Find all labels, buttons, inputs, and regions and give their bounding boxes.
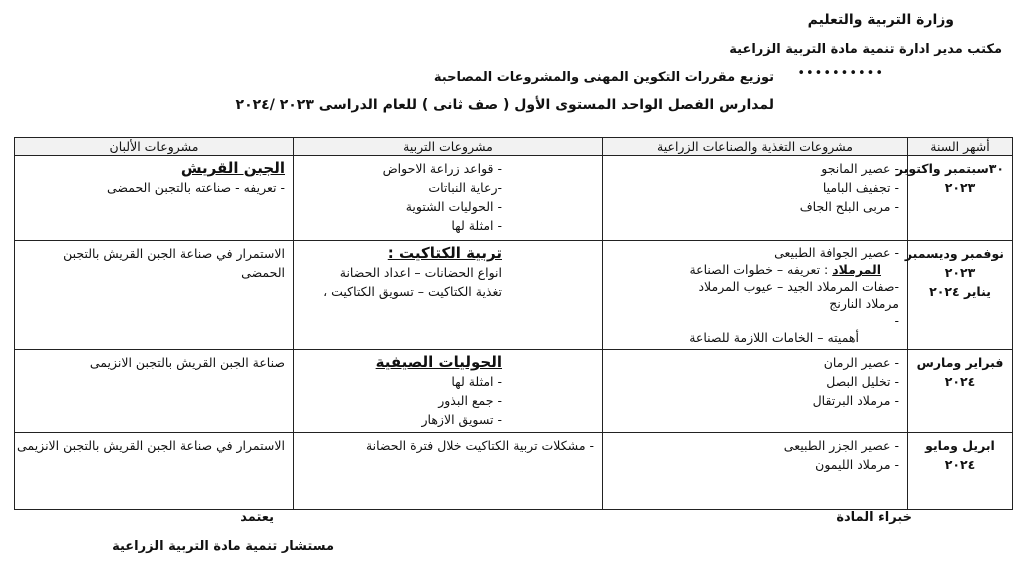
dairy-cell: [15, 156, 294, 241]
dairy-cell: [15, 433, 294, 510]
list-item: - امثلة لها: [451, 218, 502, 233]
list-item: - قواعد زراعة الاحواض: [382, 161, 502, 176]
breeding-cell: [294, 350, 603, 433]
breeding-cell: [294, 156, 603, 241]
list-item: - مشكلات تربية الكتاكيت خلال فترة الحضانة: [365, 438, 594, 453]
food-cell: [603, 241, 908, 350]
document-subtitle: لمدارس الفصل الواحد المستوى الأول ( صف ثانى ) للعام الدراسى ٢٠٢٣ /٢٠٢٤: [235, 97, 774, 113]
list-item: انواع الحضانات – اعداد الحضانة: [339, 265, 502, 280]
list-item: - عصير الجوافة الطبيعى: [774, 245, 899, 260]
dairy-topic-title: الجبن القريش: [180, 159, 285, 177]
list-item: - تعريفه - صناعته بالتجبن الحمضى: [107, 180, 285, 195]
list-item: الاستمرار في صناعة الجبن القريش بالتجبن الانزيمى: [17, 438, 285, 453]
month-cell: [908, 350, 1013, 433]
list-item: الاستمرار في صناعة الجبن القريش بالتجبن: [63, 246, 285, 261]
header-months: أشهر السنة: [908, 138, 1013, 156]
list-item: [611, 261, 899, 278]
breeding-cell: [294, 433, 603, 510]
header-dairy-projects: مشروعات الألبان: [15, 138, 294, 156]
list-item: تغذية الكتاكيت – تسويق الكتاكيت ،: [323, 284, 502, 299]
header-breeding-projects: مشروعات التربية: [294, 138, 603, 156]
list-item: صناعة الجبن القريش بالتجبن الانزيمى: [89, 355, 285, 370]
month-line: يناير ٢٠٢٤: [929, 284, 991, 299]
list-item: - امثلة لها: [451, 374, 502, 389]
office-name: مكتب مدير ادارة تنمية مادة التربية الزراعية: [729, 42, 1002, 57]
list-item: - مربى البلح الجاف: [799, 199, 899, 214]
list-item: -صفات المرملاد الجيد – عيوب المرملاد: [698, 279, 899, 294]
dairy-cell: [15, 241, 294, 350]
list-item: - تخليل البصل: [826, 374, 899, 389]
list-item: - جمع البذور: [438, 393, 502, 408]
footer-advisor: مستشار تنمية مادة التربية الزراعية: [112, 539, 334, 554]
list-item: - عصير المانجو: [821, 161, 899, 176]
table-row: [15, 350, 1013, 433]
breeding-topic-title: تربية الكتاكيت :: [387, 244, 502, 262]
list-item: -رعاية النباتات: [428, 180, 502, 195]
list-item: - مرملاد البرتقال: [812, 393, 899, 408]
month-cell: [904, 241, 1013, 350]
list-item: - الحوليات الشتوية: [405, 199, 502, 214]
food-topic-title: المرملاد: [832, 262, 881, 277]
list-item: أهميته – الخامات اللازمة للصناعة: [689, 330, 859, 345]
month-cell: [908, 433, 1013, 510]
table-row: [15, 433, 1013, 510]
table-header-row: [15, 138, 1013, 156]
month-line: نوفمبر وديسمبر: [904, 246, 1004, 261]
header-food-projects: مشروعات التغذية والصناعات الزراعية: [603, 138, 908, 156]
month-line: ابريل ومايو: [925, 438, 995, 453]
footer-experts: خبراء المادة: [836, 510, 912, 525]
food-cell: [603, 350, 908, 433]
month-line: ٢٠٢٤: [944, 374, 976, 389]
curriculum-table: [14, 137, 1013, 510]
footer-approve: يعتمد: [240, 510, 274, 525]
dots-separator: ••••••••••: [797, 66, 884, 81]
breeding-topic-title: الحوليات الصيفية: [375, 353, 502, 371]
breeding-cell: [294, 241, 603, 350]
list-item: - تجفيف الباميا: [822, 180, 899, 195]
month-line: ٢٠٢٣: [944, 180, 976, 195]
month-line: ٢٠٢٤: [944, 457, 976, 472]
month-line: ٢٠٢٣: [944, 265, 976, 280]
month-cell: [895, 156, 1013, 241]
list-item: الحمضى: [241, 265, 285, 280]
dairy-cell: [15, 350, 294, 433]
month-line: ٣٠سبتمبر واكتوبر: [895, 161, 1004, 176]
food-cell: [603, 433, 908, 510]
list-item: - عصير الرمان: [823, 355, 899, 370]
table-row: [15, 241, 1013, 350]
list-item: - مرملاد الليمون: [815, 457, 899, 472]
food-topic-rest: : تعريفه – خطوات الصناعة: [689, 262, 833, 277]
food-cell: [603, 156, 908, 241]
list-item: - تسويق الازهار: [421, 412, 502, 427]
document-title: توزيع مقررات التكوين المهنى والمشروعات المصاحبة: [433, 70, 774, 85]
list-item: -: [894, 313, 899, 328]
list-item: - عصير الجزر الطبيعى: [783, 438, 899, 453]
table-row: [15, 156, 1013, 241]
ministry-name: وزارة التربية والتعليم: [807, 12, 954, 28]
list-item: مرملاد النارنج: [829, 296, 899, 311]
month-line: فبراير ومارس: [916, 355, 1004, 370]
